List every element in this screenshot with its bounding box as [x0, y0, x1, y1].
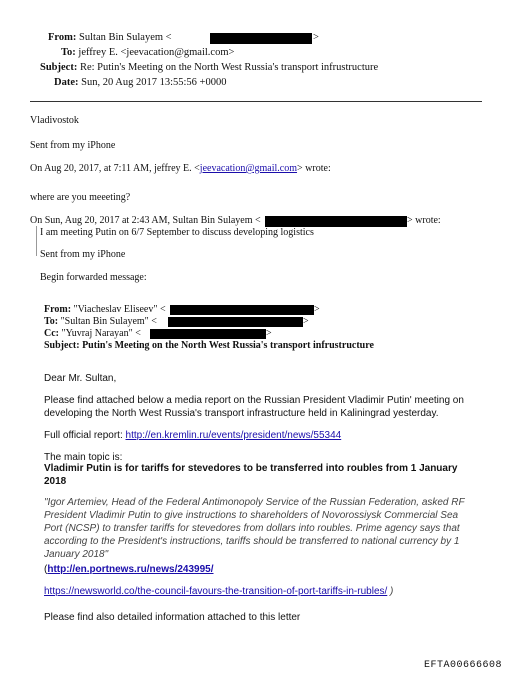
fwd-cc-label: Cc:	[44, 328, 59, 339]
reply-attribution-1-prefix: On Aug 20, 2017, at 7:11 AM, jeffrey E. <	[30, 163, 200, 174]
header-from-value: Sultan Bin Sulayem <	[79, 32, 172, 43]
source-line-1	[44, 563, 214, 576]
reply-attribution-2-suffix: > wrote:	[407, 215, 441, 226]
fwd-to-value: "Sultan Bin Sulayem" <	[60, 316, 157, 327]
header-date	[54, 77, 226, 88]
fwd-from-label: From:	[44, 304, 72, 315]
letter-greeting: Dear Mr. Sultan,	[44, 373, 117, 384]
redaction-box	[265, 216, 407, 227]
official-report-line	[44, 429, 341, 442]
fwd-from-tail: >	[314, 304, 320, 315]
body-line-vladivostok: Vladivostok	[30, 115, 79, 126]
sent-from-iphone-2: Sent from my iPhone	[40, 249, 126, 260]
document-id: EFTA00666608	[423, 660, 502, 671]
header-to-value: jeffrey E. <jeevacation@gmail.com>	[78, 47, 235, 58]
closing-line: Please find also detailed information attached to this letter	[44, 612, 301, 623]
body-sent-from-iphone: Sent from my iPhone	[30, 140, 116, 151]
fwd-subject-label: Subject:	[44, 340, 80, 351]
redaction-box	[210, 33, 312, 44]
header-from-label: From:	[48, 32, 77, 43]
question-text: where are you meeeting?	[30, 192, 131, 203]
source-1-open: (	[44, 564, 48, 575]
begin-forwarded: Begin forwarded message:	[40, 272, 147, 283]
reply-attribution-1-suffix: > wrote:	[297, 163, 331, 174]
header-to	[61, 47, 234, 58]
fwd-cc-value: "Yuvraj Narayan" <	[61, 328, 141, 339]
fwd-subject-value: Putin's Meeting on the North West Russia's transport infrustructure	[82, 340, 374, 351]
header-date-label: Date:	[54, 77, 79, 88]
portnews-link[interactable]: http://en.portnews.ru/news/243995/	[47, 564, 214, 575]
source-2-close: )	[387, 586, 394, 597]
fwd-to-label: To:	[44, 316, 59, 327]
header-from-tail: >	[313, 32, 319, 43]
official-report-label: Full official report:	[44, 430, 126, 441]
email-link[interactable]: jeevacation@gmail.com	[199, 163, 298, 174]
main-topic-headline: Vladimir Putin is for tariffs for stevedores to be transferred into roubles from 1 January 2018	[44, 463, 458, 487]
header-subject-label: Subject:	[40, 62, 78, 73]
meeting-text: I am meeting Putin on 6/7 September to discuss developing logistics	[40, 227, 314, 238]
header-subject-value: Re: Putin's Meeting on the North West Russia's transport infrustructure	[79, 62, 379, 73]
main-topic-label: The main topic is:	[44, 452, 123, 463]
redaction-box	[168, 317, 303, 327]
fwd-subject	[44, 340, 374, 351]
letter-paragraph-1: Please find attached below a media report on the Russian President Vladimir Putin' meeting on developing the North West Russia's transport infrastructure held in Kaliningrad yesterday.	[44, 395, 464, 419]
redaction-box	[170, 305, 314, 315]
fwd-cc-tail: >	[266, 328, 272, 339]
kremlin-link[interactable]: http://en.kremlin.ru/events/president/news/55344	[125, 430, 342, 441]
fwd-from	[44, 304, 166, 315]
fwd-from-value: "Viacheslav Eliseev" <	[73, 304, 166, 315]
quote-paragraph: "Igor Artemiev, Head of the Federal Antimonopoly Service of the Russian Federation, asked RF President Vladimir Putin to give instructions to shareholders of Novorossiysk Commercial Sea Port (NCSP) to transfer tariffs for stevedores from dollars into roubles. Prime agency says that according to the President's instructions, tariffs should be transferred to national currency by 1 January 2018"	[44, 497, 465, 560]
reply-attribution-1	[30, 163, 331, 174]
fwd-cc	[44, 328, 141, 339]
fwd-to	[44, 316, 157, 327]
reply-attribution-2: On Sun, Aug 20, 2017 at 2:43 AM, Sultan Bin Sulayem <	[30, 215, 261, 226]
newsworld-link[interactable]: https://newsworld.co/the-council-favours-the-transition-of-port-tariffs-in-rubles/	[44, 586, 388, 597]
header-subject	[40, 62, 378, 73]
header-to-label: To:	[61, 47, 76, 58]
fwd-to-tail: >	[303, 316, 309, 327]
quote-bar	[36, 226, 37, 256]
header-from	[48, 32, 172, 43]
source-line-2	[44, 585, 393, 598]
header-divider	[30, 101, 482, 102]
header-date-value: Sun, 20 Aug 2017 13:55:56 +0000	[81, 77, 227, 88]
redaction-box	[150, 329, 266, 339]
